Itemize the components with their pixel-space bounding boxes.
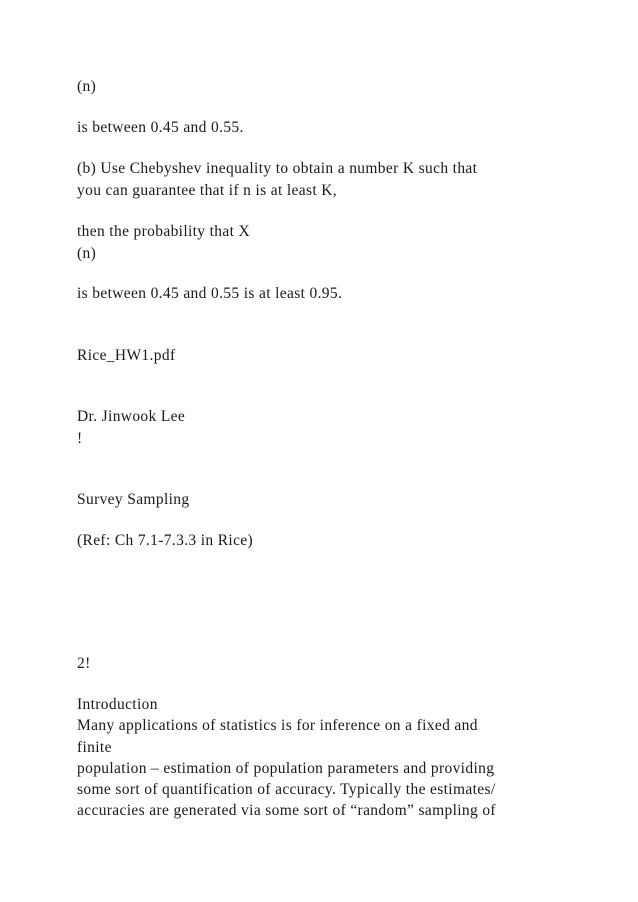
text-line: you can guarantee that if n is at least K, (77, 182, 338, 199)
text-line: (n) (77, 78, 97, 95)
author-name: Dr. Jinwook Lee (77, 408, 186, 425)
text-line: is between 0.45 and 0.55 is at least 0.95. (77, 285, 343, 302)
text-line: is between 0.45 and 0.55. (77, 119, 244, 136)
text-line: (n) (77, 245, 97, 262)
text-line: then the probability that X (77, 223, 251, 240)
paragraph-line: finite (77, 739, 112, 756)
paragraph-line: population – estimation of population parameters and providing (77, 760, 495, 777)
paragraph-line: accuracies are generated via some sort of “random” sampling of (77, 802, 496, 819)
paragraph-line: Many applications of statistics is for inference on a fixed and (77, 717, 478, 734)
paragraph-line: some sort of quantification of accuracy. Typically the estimates/ (77, 781, 496, 798)
file-name: Rice_HW1.pdf (77, 347, 176, 364)
section-title: Survey Sampling (77, 491, 190, 508)
reference-line: (Ref: Ch 7.1-7.3.3 in Rice) (77, 532, 254, 549)
section-heading: Introduction (77, 696, 158, 713)
page-number: 2! (77, 655, 91, 672)
text-line: (b) Use Chebyshev inequality to obtain a number K such that (77, 160, 478, 177)
text-line: ! (77, 430, 83, 447)
